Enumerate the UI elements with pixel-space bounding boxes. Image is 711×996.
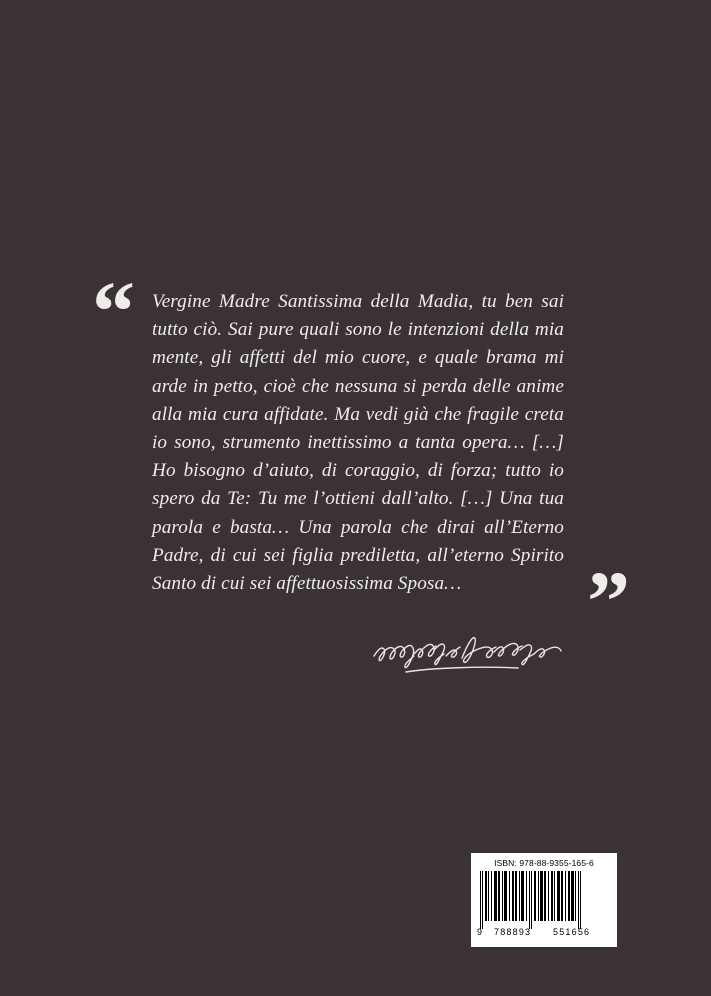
barcode-bars (480, 871, 608, 929)
handwritten-signature (370, 628, 570, 674)
isbn-barcode (471, 853, 617, 947)
barcode-digit-right: 551656 (553, 927, 591, 937)
barcode-digit-left: 9 (477, 927, 484, 937)
isbn-label: ISBN: 978-88-9355-165-6 (494, 858, 594, 868)
barcode-digits (477, 929, 611, 941)
closing-quote-mark: ” (587, 553, 630, 649)
barcode-digit-mid: 788893 (494, 927, 532, 937)
opening-quote-mark: “ (92, 263, 135, 359)
quote-text: Vergine Madre Santissima della Madia, tu ben sai tutto ciò. Sai pure quali sono le intenzioni della mia mente, gli affetti del mio cuore, e quale brama mi arde in petto, cioè che nessuna si perda delle anime alla mia cura affidate. Ma vedi già che fragile creta io sono, strumento inettissimo a tanta opera… […] Ho bisogno d’aiuto, di coraggio, di forza; tutto io spero da Te: Tu me l’ottieni dall’alto. […] Una tua parola e basta… Una parola che dirai all’Eterno Padre, di cui sei figlia prediletta, all’eterno Spirito Santo di cui sei affettuosissima Sposa… (152, 291, 564, 595)
